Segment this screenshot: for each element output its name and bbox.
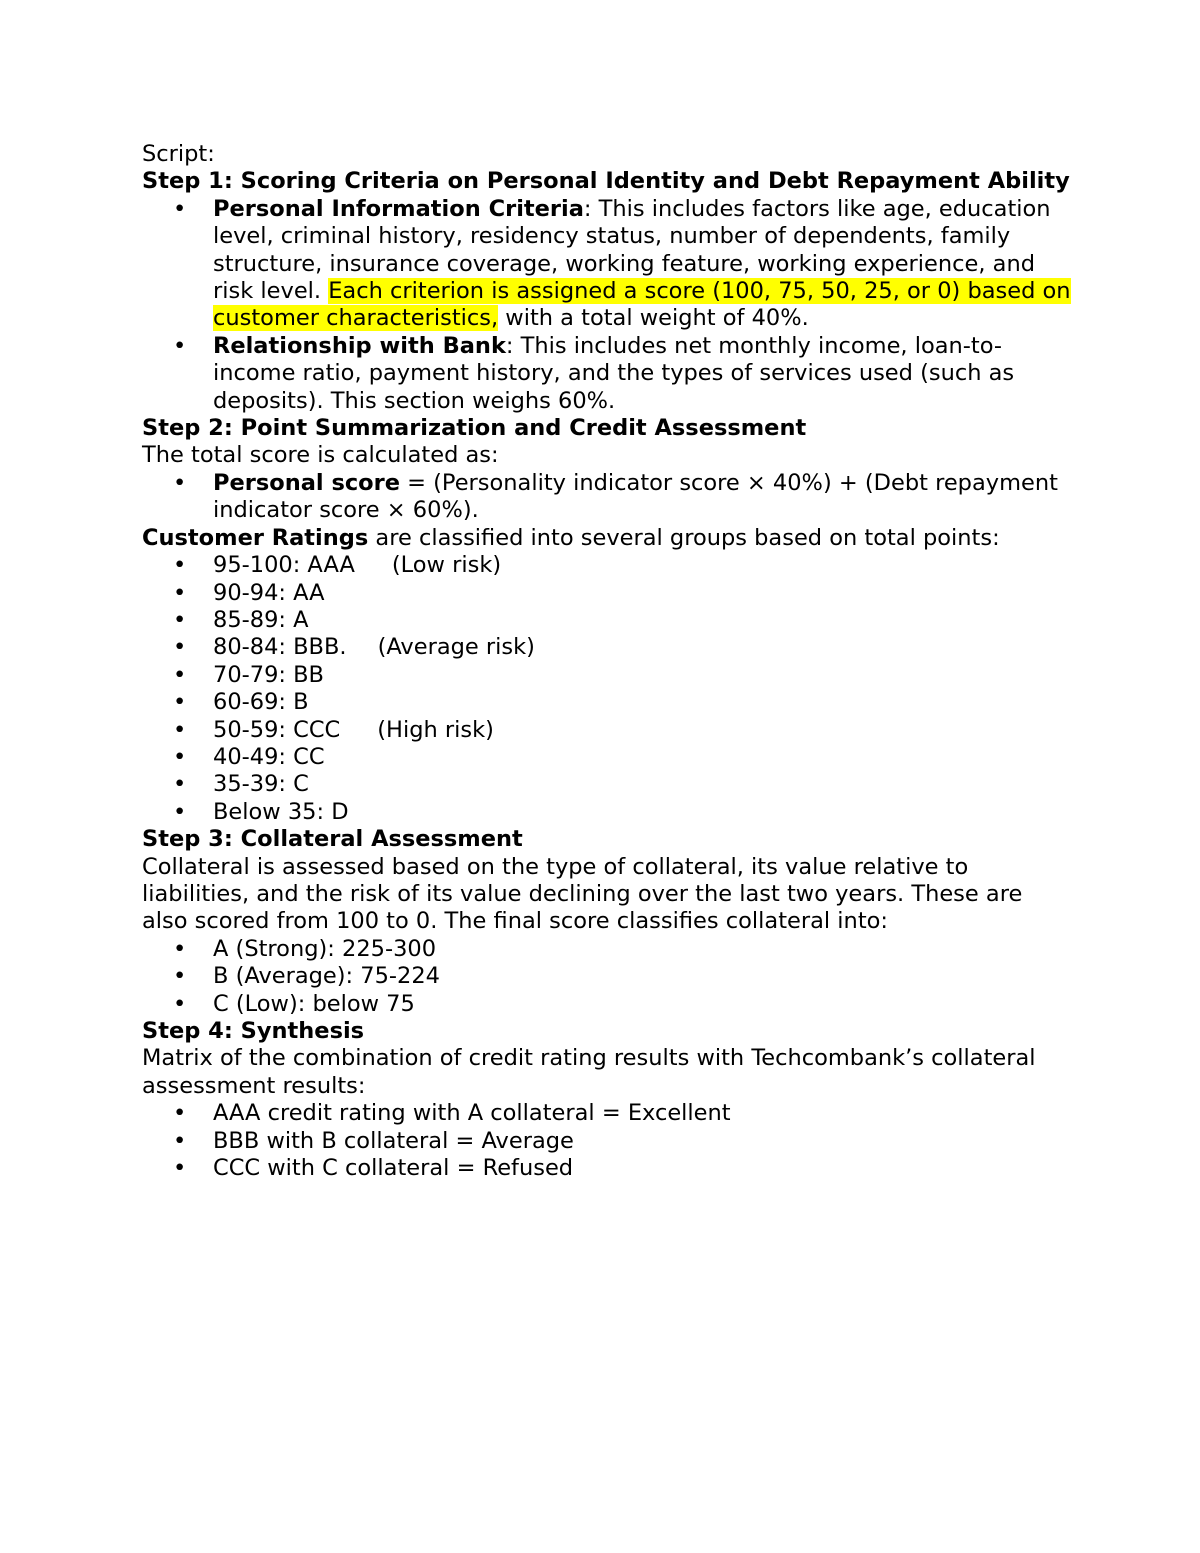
step2-intro: The total score is calculated as: <box>142 442 499 469</box>
personal-criteria-text: : This includes factors like age, education level, criminal history, residency status, number of dependents, family structure, insurance coverage, working feature, working experience, and risk level. <box>213 195 1051 305</box>
document-page <box>142 141 1072 1182</box>
rating-item <box>142 607 1072 634</box>
ratings-intro <box>142 525 1072 552</box>
ratings-term: Customer Ratings <box>142 524 369 551</box>
synthesis-item: • AAA credit rating with A collateral = Excellent <box>142 1100 1072 1127</box>
formula-text: = (Personality indicator score × 40%) + (Debt repayment indicator score × 60%). <box>213 469 1058 524</box>
relationship-term: Relationship with Bank <box>213 332 506 359</box>
list-item-formula <box>142 470 1072 525</box>
rating-item <box>142 689 1072 716</box>
collateral-list <box>142 936 1072 1018</box>
relationship-text: : This includes net monthly income, loan-to-income ratio, payment history, and the types of services used (such as deposits). This section weighs 60%. <box>213 332 1015 414</box>
personal-criteria-tail: with a total weight of 40%. <box>498 305 809 332</box>
rating-item <box>142 662 1072 689</box>
rating-range: 70-79: BB <box>213 661 324 688</box>
formula-list <box>142 470 1072 525</box>
rating-item <box>142 744 1072 771</box>
rating-item <box>142 580 1072 607</box>
collateral-item: • A (Strong): 225-300 <box>142 936 1072 963</box>
rating-range: Below 35: D <box>213 798 349 825</box>
rating-item <box>142 799 1072 826</box>
rating-range: 85-89: A <box>213 606 309 633</box>
ratings-text: are classified into several groups based on total points: <box>368 524 1000 551</box>
rating-item <box>142 634 1072 661</box>
synthesis-item: • BBB with B collateral = Average <box>142 1128 1072 1155</box>
synthesis-list <box>142 1100 1072 1182</box>
rating-range: 60-69: B <box>213 689 309 716</box>
collateral-item: • B (Average): 75-224 <box>142 963 1072 990</box>
list-item-personal-criteria <box>142 196 1072 333</box>
rating-range: 80-84: BBB. <box>213 634 347 661</box>
script-label: Script: <box>142 141 215 167</box>
step3-heading: Step 3: Collateral Assessment <box>142 826 523 853</box>
step4-heading: Step 4: Synthesis <box>142 1018 365 1044</box>
formula-term: Personal score <box>213 469 400 496</box>
rating-range: 50-59: CCC <box>213 716 341 743</box>
rating-range: 90-94: AA <box>213 579 325 606</box>
highlighted-text: Each criterion is assigned a score (100, 75, 50, 25, or 0) based on customer characteristics, <box>213 278 1071 332</box>
personal-criteria-term: Personal Information Criteria <box>213 195 584 222</box>
rating-note: (High risk) <box>377 716 494 743</box>
step4-text: Matrix of the combination of credit rating results with Techcombank’s collateral assessment results: <box>142 1045 1036 1099</box>
collateral-item: • C (Low): below 75 <box>142 991 1072 1018</box>
synthesis-item: • CCC with C collateral = Refused <box>142 1155 1072 1182</box>
rating-range: 95-100: AAA <box>213 552 355 579</box>
step1-heading: Step 1: Scoring Criteria on Personal Identity and Debt Repayment Ability <box>142 168 1070 195</box>
rating-item <box>142 717 1072 744</box>
step1-list <box>142 196 1072 415</box>
step3-text: Collateral is assessed based on the type of collateral, its value relative to liabilities, and the risk of its value declining over the last two years. These are also scored from 100 to 0. The final score classifies collateral into: <box>142 853 1023 935</box>
rating-range: 40-49: CC <box>213 743 325 770</box>
ratings-list <box>142 552 1072 826</box>
rating-item <box>142 552 1072 579</box>
rating-note: (Average risk) <box>377 634 535 661</box>
rating-range: 35-39: C <box>213 771 309 798</box>
step2-heading: Step 2: Point Summarization and Credit Assessment <box>142 415 807 442</box>
rating-item <box>142 771 1072 798</box>
rating-note: (Low risk) <box>391 552 502 579</box>
list-item-relationship-bank <box>142 333 1072 415</box>
